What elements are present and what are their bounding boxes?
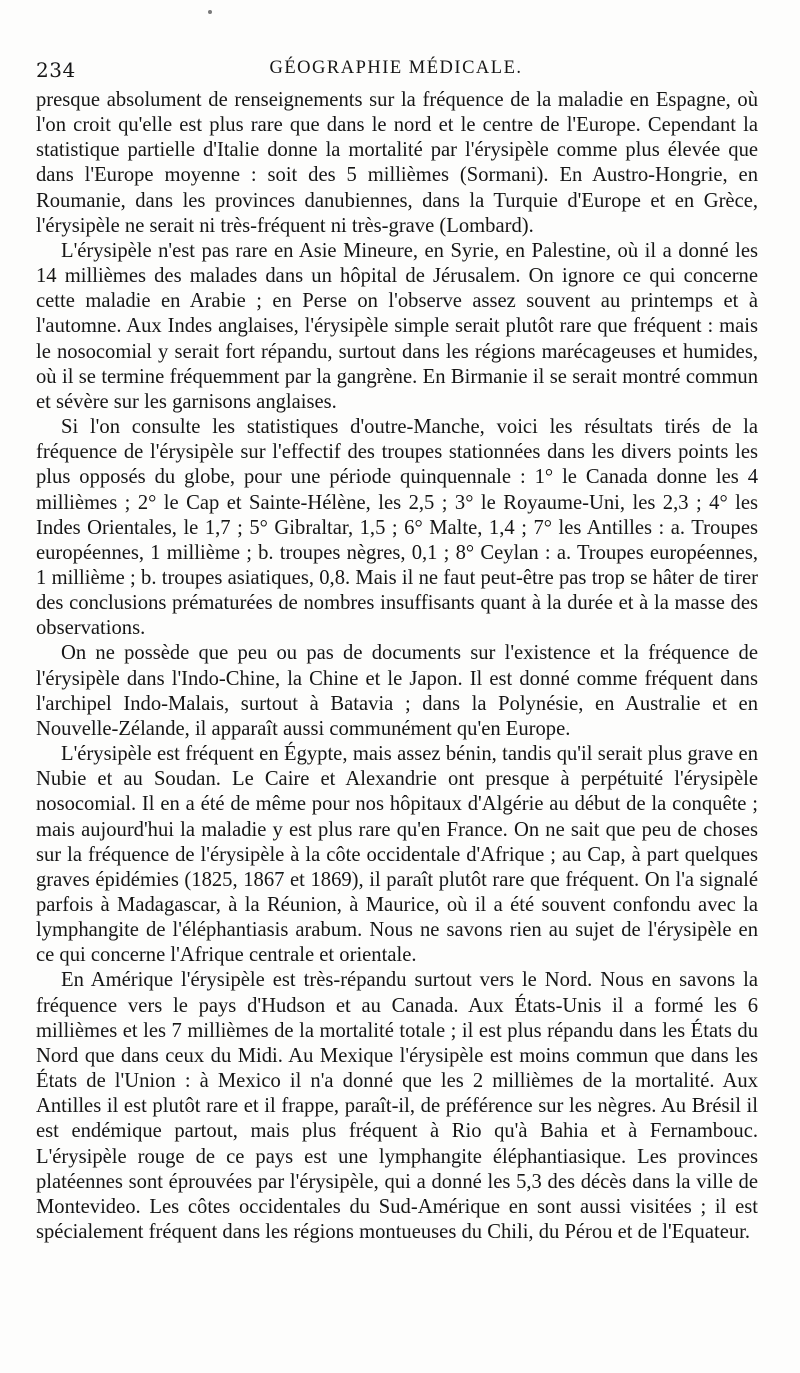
print-speck [208,10,212,14]
paragraph-europe: presque absolument de renseignements sur la fréquence de la maladie en Espagne, où l'on croit qu'elle est plus rare que dans le nord et le centre de l'Europe. Cependant la statistique partielle d'Italie donne la mortalité par l'érysipèle comme plus élevée que dans l'Europe moyenne : soit des 5 millièmes (Sormani). En Austro-Hongrie, en Roumanie, dans les provinces danubiennes, dans la Turquie d'Europe et en Grèce, l'érysipèle ne serait ni très-fréquent ni très-grave (Lombard). [36,89,758,237]
running-title: GÉOGRAPHIE MÉDICALE. [269,58,523,78]
paragraph-africa: L'érysipèle est fréquent en Égypte, mais assez bénin, tandis qu'il serait plus grave en Nubie et au Soudan. Le Caire et Alexandrie ont presque à perpétuité l'érysipèle nosocomial. Il en a été de même pour nos hôpitaux d'Algérie au début de la conquête ; mais aujourd'hui la maladie y est plus rare qu'en France. On ne sait que peu de choses sur la fréquence de l'érysipèle à la côte occidentale d'Afrique ; au Cap, à part quelques graves épidémies (1825, 1867 et 1869), il paraît plutôt rare que fréquent. On l'a signalé parfois à Madagascar, à la Réunion, à Maurice, où il a été souvent confondu avec la lymphangite de l'éléphantiasis arabum. Nous ne savons rien au sujet de l'érysipèle en ce qui concerne l'Afrique centrale et orientale. [36,743,758,967]
paragraph-asia: L'érysipèle n'est pas rare en Asie Mineure, en Syrie, en Palestine, où il a donné les 14 millièmes des malades dans un hôpital de Jérusalem. On ignore ce qui concerne cette maladie en Arabie ; en Perse on l'observe assez souvent au printemps et à l'automne. Aux Indes anglaises, l'érysipèle simple serait plutôt rare que fréquent : mais le nosocomial y serait fort répandu, surtout dans les régions marécageuses et humides, où il se termine fréquemment par la gangrène. En Birmanie il se serait montré commun et sévère sur les garnisons anglaises. [36,239,758,413]
paragraph-british-statistics: Si l'on consulte les statistiques d'outre-Manche, voici les résultats tirés de la fréquence de l'érysipèle sur l'effectif des troupes stationnées dans les divers points les plus opposés du globe, pour une période quinquennale : 1° le Canada donne les 4 millièmes ; 2° le Cap et Sainte-Hélène, les 2,5 ; 3° le Royaume-Uni, les 2,3 ; 4° les Indes Orientales, le 1,7 ; 5° Gibraltar, 1,5 ; 6° Malte, 1,4 ; 7° les Antilles : a. Troupes européennes, 1 millième ; b. troupes nègres, 0,1 ; 8° Ceylan : a. Troupes européennes, 1 millième ; b. troupes asiatiques, 0,8. Mais il ne faut peut-être pas trop se hâter de tirer des conclusions prématurées de nombres insuffisants quant à la durée et à la masse des observations. [36,416,758,640]
page-header [36,58,756,84]
paragraph-far-east: On ne possède que peu ou pas de documents sur l'existence et la fréquence de l'érysipèle dans l'Indo-Chine, la Chine et le Japon. Il est donné comme fréquent dans l'archipel Indo-Malais, surtout à Batavia ; dans la Polynésie, en Australie et en Nouvelle-Zélande, il apparaît aussi communément qu'en Europe. [36,642,758,740]
body-text [36,88,758,1245]
page-number: 234 [36,58,76,82]
paragraph-america: En Amérique l'érysipèle est très-répandu surtout vers le Nord. Nous en savons la fréquence vers le pays d'Hudson et au Canada. Aux États-Unis il a formé les 6 millièmes et les 7 millièmes de la mortalité totale ; il est plus répandu dans les États du Nord que dans ceux du Midi. Au Mexique l'érysipèle est moins commun que dans les États de l'Union : à Mexico il n'a donné que les 2 millièmes de la mortalité. Aux Antilles il est plutôt rare et il frappe, paraît-il, de préférence sur les nègres. Au Brésil il est endémique partout, mais plus fréquent à Rio qu'à Bahia et à Fernambouc. L'érysipèle rouge de ce pays est une lymphangite éléphantiasique. Les provinces platéennes sont éprouvées par l'érysipèle, qui a donné les 5,3 des décès dans la ville de Montevideo. Les côtes occidentales du Sud-Amérique en sont aussi visitées ; il est spécialement fréquent dans les régions montueuses du Chili, du Pérou et de l'Equateur. [36,969,758,1244]
